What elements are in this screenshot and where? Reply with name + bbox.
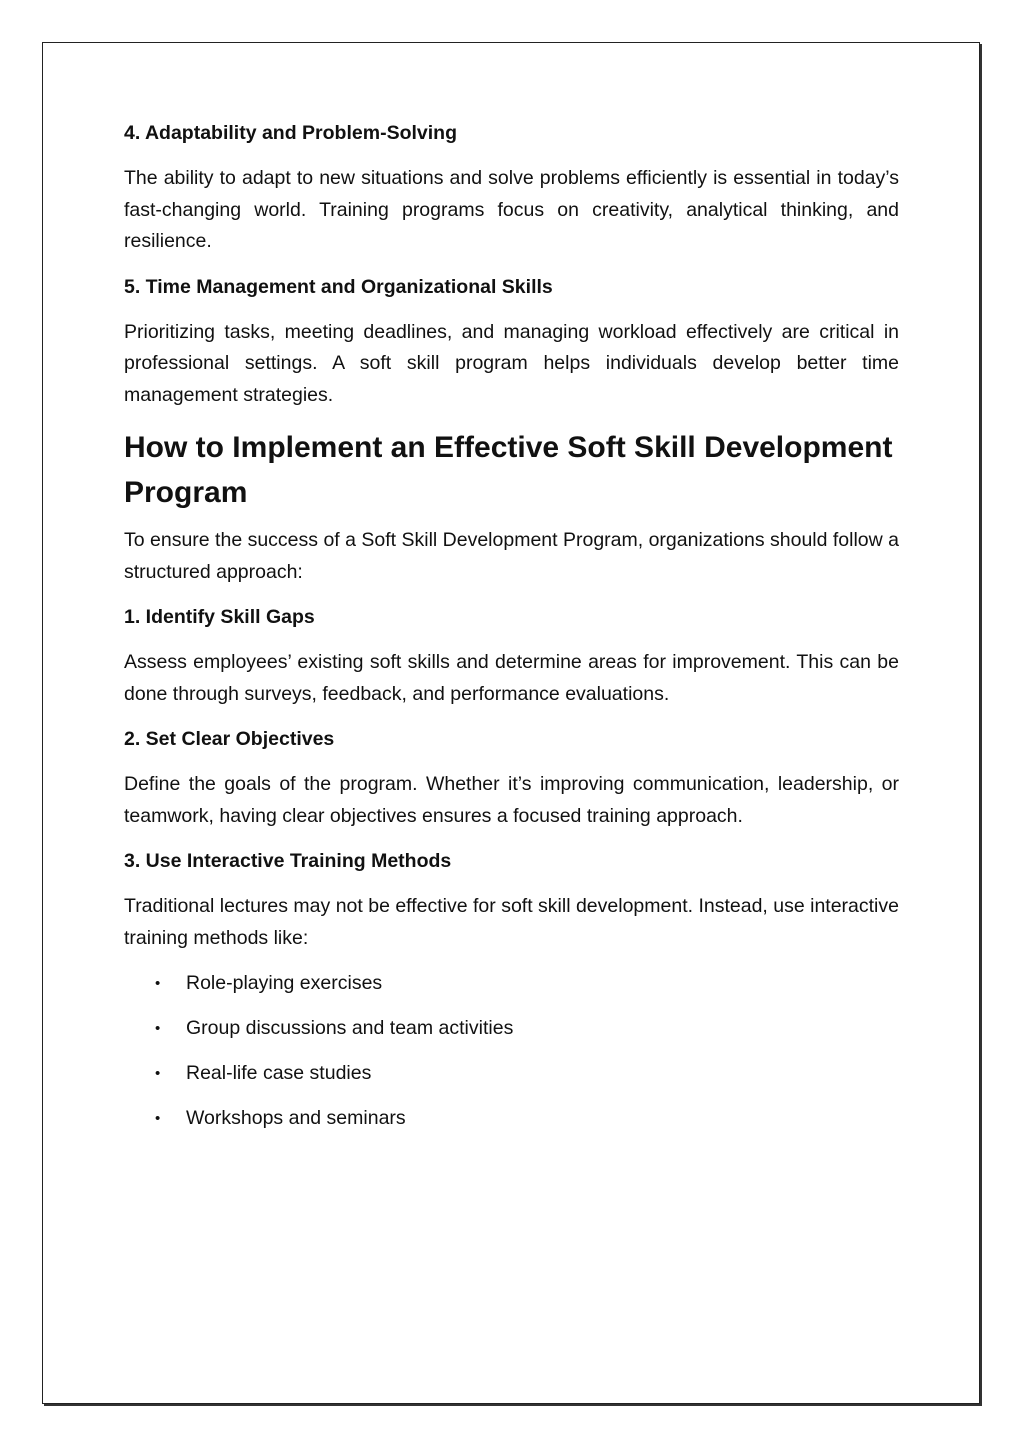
adaptability-heading: 4. Adaptability and Problem-Solving	[124, 122, 457, 144]
step-2-paragraph: Define the goals of the program. Whether it’s improving communication, leadership, or teamwork, having clear objectives ensures a focused training approach.	[124, 773, 899, 827]
time-management-heading: 5. Time Management and Organizational Skills	[124, 275, 553, 298]
list-item	[124, 1013, 899, 1044]
list-item	[124, 968, 899, 999]
step-1-paragraph: Assess employees’ existing soft skills and determine areas for improvement. This can be done through surveys, feedback, and performance evaluations.	[124, 651, 899, 705]
step-1-heading: 1. Identify Skill Gaps	[124, 606, 315, 628]
list-item	[124, 1103, 899, 1134]
training-methods-list	[124, 968, 899, 1134]
list-item-text: Role-playing exercises	[186, 972, 383, 994]
step-3-paragraph: Traditional lectures may not be effective for soft skill development. Instead, use interactive training methods like:	[124, 895, 899, 949]
step-2-heading: 2. Set Clear Objectives	[124, 728, 335, 750]
list-item-text: Group discussions and team activities	[186, 1017, 514, 1039]
time-management-paragraph: Prioritizing tasks, meeting deadlines, and managing workload effectively are critical in professional settings. A soft skill program helps individuals develop better time management strategies.	[124, 320, 899, 406]
implementation-intro: To ensure the success of a Soft Skill Development Program, organizations should follow a structured approach:	[124, 529, 899, 583]
list-item-text: Real-life case studies	[186, 1062, 372, 1084]
list-item-text: Workshops and seminars	[186, 1107, 406, 1129]
bullet-icon: •	[155, 975, 161, 992]
bullet-icon: •	[155, 1020, 161, 1037]
bullet-icon: •	[155, 1110, 161, 1127]
list-item	[124, 1058, 899, 1089]
adaptability-paragraph: The ability to adapt to new situations and solve problems efficiently is essential in today’s fast-changing world. Training programs focus on creativity, analytical thinking, and resilience.	[124, 167, 899, 252]
step-3-heading: 3. Use Interactive Training Methods	[124, 850, 452, 872]
document-body	[124, 118, 899, 1148]
implementation-section-title: How to Implement an Effective Soft Skill Development Program	[124, 431, 893, 509]
bullet-icon: •	[155, 1065, 161, 1082]
